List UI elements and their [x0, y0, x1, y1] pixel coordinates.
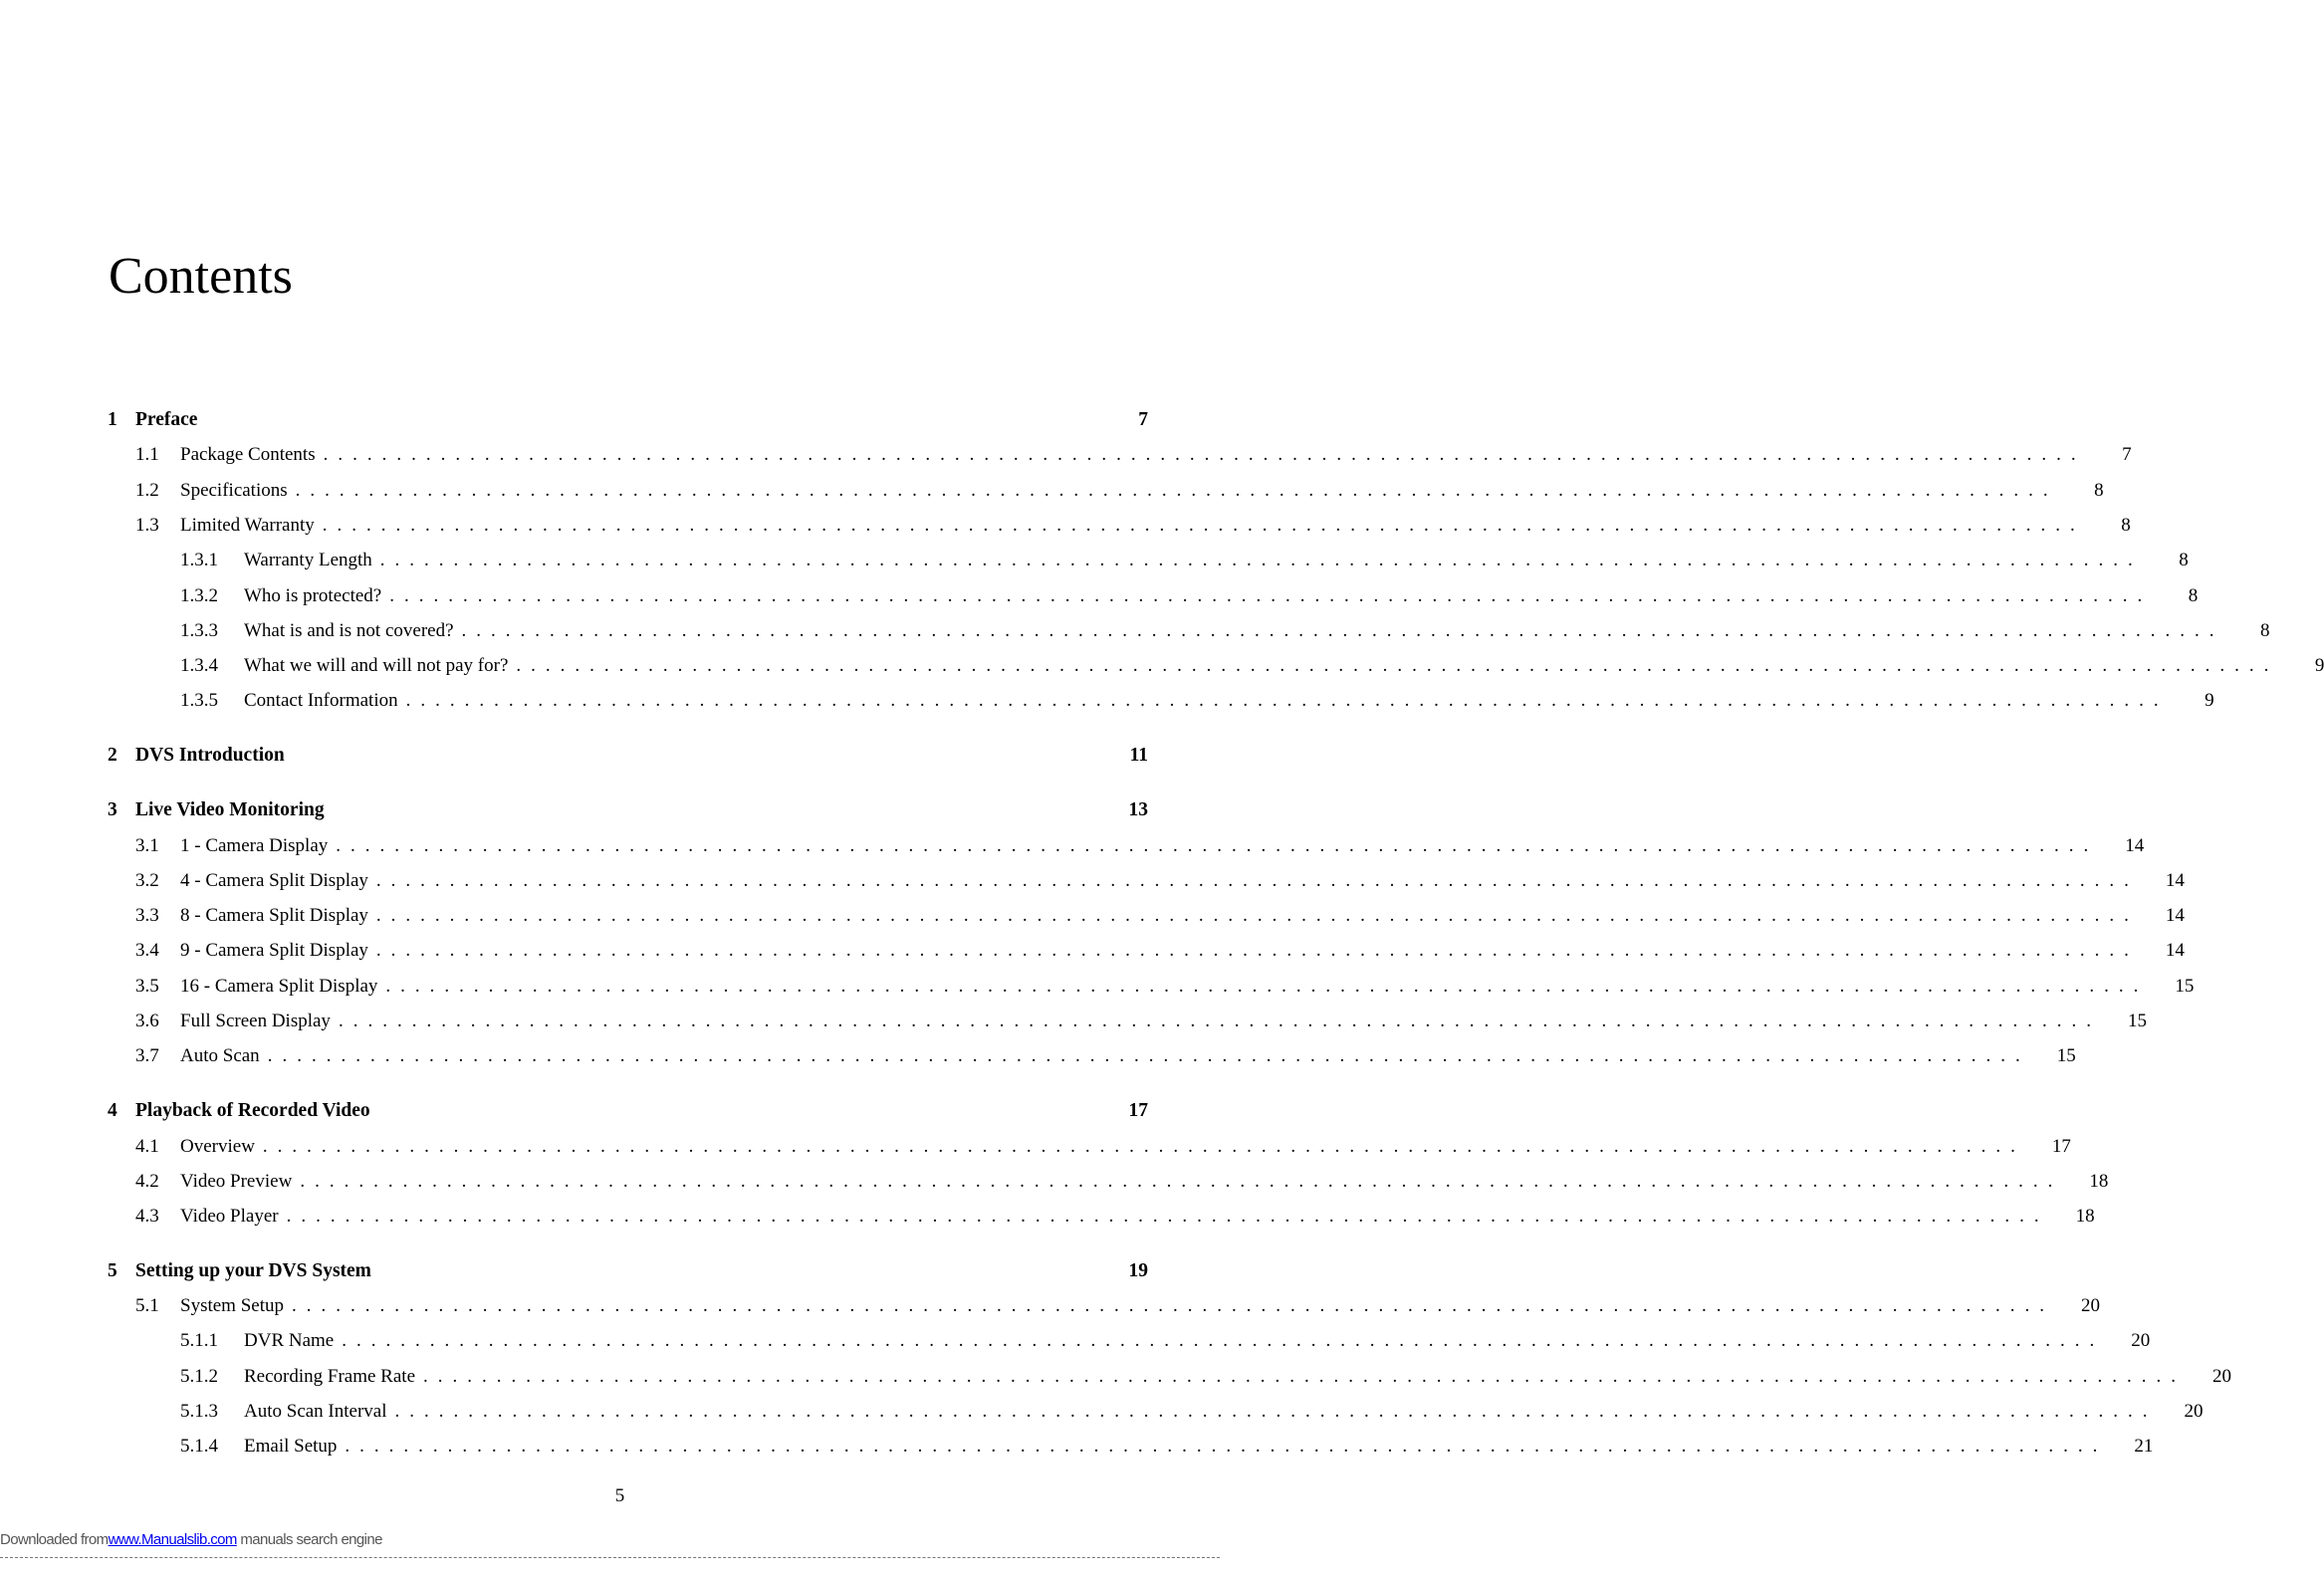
toc-entry-title: 4 - Camera Split Display: [180, 870, 368, 891]
toc-entry[interactable]: [108, 584, 2199, 608]
toc-entry-number: 1.2: [135, 480, 159, 501]
toc-chapter[interactable]: [108, 1099, 1148, 1123]
toc-entry-page: 13: [1128, 799, 1148, 820]
toc-entry-title: Limited Warranty: [180, 515, 315, 536]
toc-entry-page: 11: [1129, 745, 1148, 766]
toc-entry-page: 9: [2205, 690, 2214, 711]
toc-entry-title: Video Player: [180, 1206, 279, 1227]
toc-entry-title: Setting up your DVS System: [135, 1260, 371, 1281]
toc-entry[interactable]: [108, 1294, 2100, 1318]
toc-entry-title: Email Setup: [244, 1436, 338, 1457]
toc-entry-title: 1 - Camera Display: [180, 835, 329, 856]
manualslib-link[interactable]: www.Manualslib.com: [108, 1531, 237, 1548]
toc-entry-number: 5.1.2: [180, 1366, 218, 1387]
dot-leader: ........................................................................................................................: [262, 1136, 2025, 1157]
dot-leader: ........................................................................................................................: [379, 550, 2143, 570]
toc-entry-page: 18: [2075, 1206, 2095, 1227]
toc-entry-title: DVR Name: [244, 1330, 335, 1351]
toc-entry-number: 3.4: [135, 940, 159, 961]
toc-entry-page: 8: [2179, 550, 2189, 570]
dot-leader: ........................................................................................................................: [375, 905, 2139, 926]
toc-entry-page: 17: [2051, 1136, 2071, 1157]
dot-leader: ........................................................................................................................: [345, 1436, 2108, 1457]
dot-leader: ........................................................................................................................: [295, 480, 2058, 501]
toc-entry[interactable]: [108, 1400, 2204, 1424]
toc-entry-page: 15: [2127, 1011, 2147, 1031]
dot-leader: ........................................................................................................................: [267, 1045, 2030, 1066]
toc-entry-number: 4.1: [135, 1136, 159, 1157]
toc-entry-page: 14: [2165, 940, 2185, 961]
toc-entry-title: What we will and will not pay for?: [244, 655, 509, 676]
toc-entry-title: 8 - Camera Split Display: [180, 905, 368, 926]
toc-entry-title: System Setup: [180, 1295, 284, 1316]
page-number: 5: [614, 1485, 625, 1506]
toc-entry-number: 3.1: [135, 835, 159, 856]
dot-leader: ........................................................................................................................: [323, 444, 2086, 465]
toc-entry-number: 3.5: [135, 976, 159, 997]
dot-leader: ........................................................................................................................: [461, 620, 2224, 641]
toc-entry[interactable]: [108, 869, 2185, 893]
dot-leader: ........................................................................................................................: [338, 1011, 2101, 1031]
toc-entry-number: 4: [108, 1100, 117, 1121]
toc-entry-page: 8: [2094, 480, 2104, 501]
dot-leader: ........................................................................................................................: [375, 870, 2139, 891]
toc-entry-number: 3.7: [135, 1045, 159, 1066]
toc-entry[interactable]: [108, 834, 2145, 858]
toc-entry-title: What is and is not covered?: [244, 620, 454, 641]
toc-chapter[interactable]: [108, 798, 1148, 822]
toc-entry-page: 18: [2089, 1171, 2109, 1192]
toc-entry[interactable]: [108, 443, 2132, 467]
toc-entry-number: 1.3.1: [180, 550, 218, 570]
dot-leader: ........................................................................................................................: [516, 655, 2279, 676]
toc-entry-page: 14: [2125, 835, 2145, 856]
toc-entry-title: 9 - Camera Split Display: [180, 940, 368, 961]
toc-entry-page: 20: [2212, 1366, 2232, 1387]
toc-entry[interactable]: [108, 904, 2185, 928]
toc-entry[interactable]: [108, 975, 2195, 999]
toc-entry-page: 20: [2131, 1330, 2151, 1351]
toc-entry-page: 7: [1138, 409, 1148, 430]
toc-entry-number: 1.3.2: [180, 585, 218, 606]
footer-prefix: Downloaded from: [0, 1531, 109, 1548]
dot-leader: ........................................................................................................................: [300, 1171, 2063, 1192]
toc-entry-number: 1: [108, 409, 117, 430]
toc-entry[interactable]: [108, 1044, 2076, 1068]
toc-entry[interactable]: [108, 1365, 2232, 1389]
toc-entry[interactable]: [108, 1135, 2071, 1159]
toc-entry-number: 5: [108, 1260, 117, 1281]
toc-entry-number: 5.1.3: [180, 1401, 218, 1422]
toc-entry-page: 19: [1128, 1260, 1148, 1281]
toc-chapter[interactable]: [108, 408, 1148, 432]
dot-leader: ........................................................................................................................: [342, 1330, 2105, 1351]
toc-entry-title: Contact Information: [244, 690, 398, 711]
toc-entry-title: DVS Introduction: [135, 745, 285, 766]
toc-entry[interactable]: [108, 1170, 2109, 1194]
toc-entry-page: 14: [2165, 905, 2185, 926]
toc-entry[interactable]: [108, 479, 2104, 503]
dot-leader: ........................................................................................................................: [405, 690, 2169, 711]
toc-entry-number: 5.1.4: [180, 1436, 218, 1457]
toc-entry[interactable]: [108, 549, 2189, 572]
dot-leader: ........................................................................................................................: [322, 515, 2085, 536]
toc-chapter[interactable]: [108, 1259, 1148, 1283]
toc-entry-title: 16 - Camera Split Display: [180, 976, 378, 997]
toc-entry-title: Warranty Length: [244, 550, 372, 570]
toc-entry-number: 5.1: [135, 1295, 159, 1316]
dot-leader: ........................................................................................................................: [385, 976, 2149, 997]
toc-entry-number: 5.1.1: [180, 1330, 218, 1351]
toc-entry[interactable]: [108, 1205, 2095, 1229]
toc-entry[interactable]: [108, 939, 2185, 963]
toc-entry[interactable]: [108, 619, 2270, 643]
toc-entry-page: 8: [2188, 585, 2199, 606]
toc-entry-title: Auto Scan Interval: [244, 1401, 387, 1422]
toc-entry-number: 4.3: [135, 1206, 159, 1227]
toc-entry-title: Package Contents: [180, 444, 316, 465]
dot-leader: ........................................................................................................................: [389, 585, 2153, 606]
toc-entry-title: Overview: [180, 1136, 255, 1157]
toc-entry-page: 17: [1128, 1100, 1148, 1121]
toc-entry-page: 21: [2134, 1436, 2154, 1457]
toc-entry-page: 7: [2122, 444, 2132, 465]
page-title: Contents: [109, 248, 293, 305]
toc-entry-page: 8: [2260, 620, 2270, 641]
toc-entry[interactable]: [108, 514, 2131, 538]
toc-entry-title: Who is protected?: [244, 585, 382, 606]
toc-chapter[interactable]: [108, 744, 1148, 768]
toc-entry-title: Full Screen Display: [180, 1011, 331, 1031]
toc-entry-page: 8: [2121, 515, 2131, 536]
toc-entry-page: 20: [2184, 1401, 2204, 1422]
dot-leader: ........................................................................................................................: [375, 940, 2139, 961]
toc-entry-title: Auto Scan: [180, 1045, 260, 1066]
toc-entry-page: 15: [2056, 1045, 2076, 1066]
toc-entry-number: 1.1: [135, 444, 159, 465]
toc-entry-number: 3.6: [135, 1011, 159, 1031]
toc-entry-page: 9: [2314, 655, 2324, 676]
toc-entry-page: 15: [2175, 976, 2195, 997]
dot-leader: ........................................................................................................................: [394, 1401, 2158, 1422]
toc-entry-number: 1.3.4: [180, 655, 218, 676]
toc-entry-title: Recording Frame Rate: [244, 1366, 416, 1387]
toc-entry-number: 3.3: [135, 905, 159, 926]
toc-entry-title: Playback of Recorded Video: [135, 1100, 370, 1121]
toc-entry-title: Preface: [135, 409, 198, 430]
toc-entry-title: Live Video Monitoring: [135, 799, 325, 820]
toc-entry-number: 2: [108, 745, 117, 766]
toc-entry-number: 1.3.5: [180, 690, 218, 711]
dot-leader: ........................................................................................................................: [291, 1295, 2054, 1316]
dot-leader: ........................................................................................................................: [423, 1366, 2187, 1387]
toc-entry-number: 4.2: [135, 1171, 159, 1192]
toc-entry[interactable]: [108, 689, 2214, 713]
toc-entry[interactable]: [108, 654, 2324, 678]
dot-leader: ........................................................................................................................: [336, 835, 2099, 856]
toc-entry-page: 20: [2080, 1295, 2100, 1316]
toc-entry-number: 3.2: [135, 870, 159, 891]
toc-entry-number: 1.3: [135, 515, 159, 536]
footer-suffix: manuals search engine: [240, 1531, 382, 1548]
toc-entry-number: 1.3.3: [180, 620, 218, 641]
toc-entry-title: Video Preview: [180, 1171, 293, 1192]
download-footer: [0, 1531, 1220, 1558]
toc-entry[interactable]: [108, 1435, 2154, 1459]
toc-entry-page: 14: [2165, 870, 2185, 891]
toc-entry-title: Specifications: [180, 480, 288, 501]
toc-entry[interactable]: [108, 1010, 2147, 1033]
toc-entry-number: 3: [108, 799, 117, 820]
toc-entry[interactable]: [108, 1329, 2151, 1353]
dot-leader: ........................................................................................................................: [286, 1206, 2049, 1227]
